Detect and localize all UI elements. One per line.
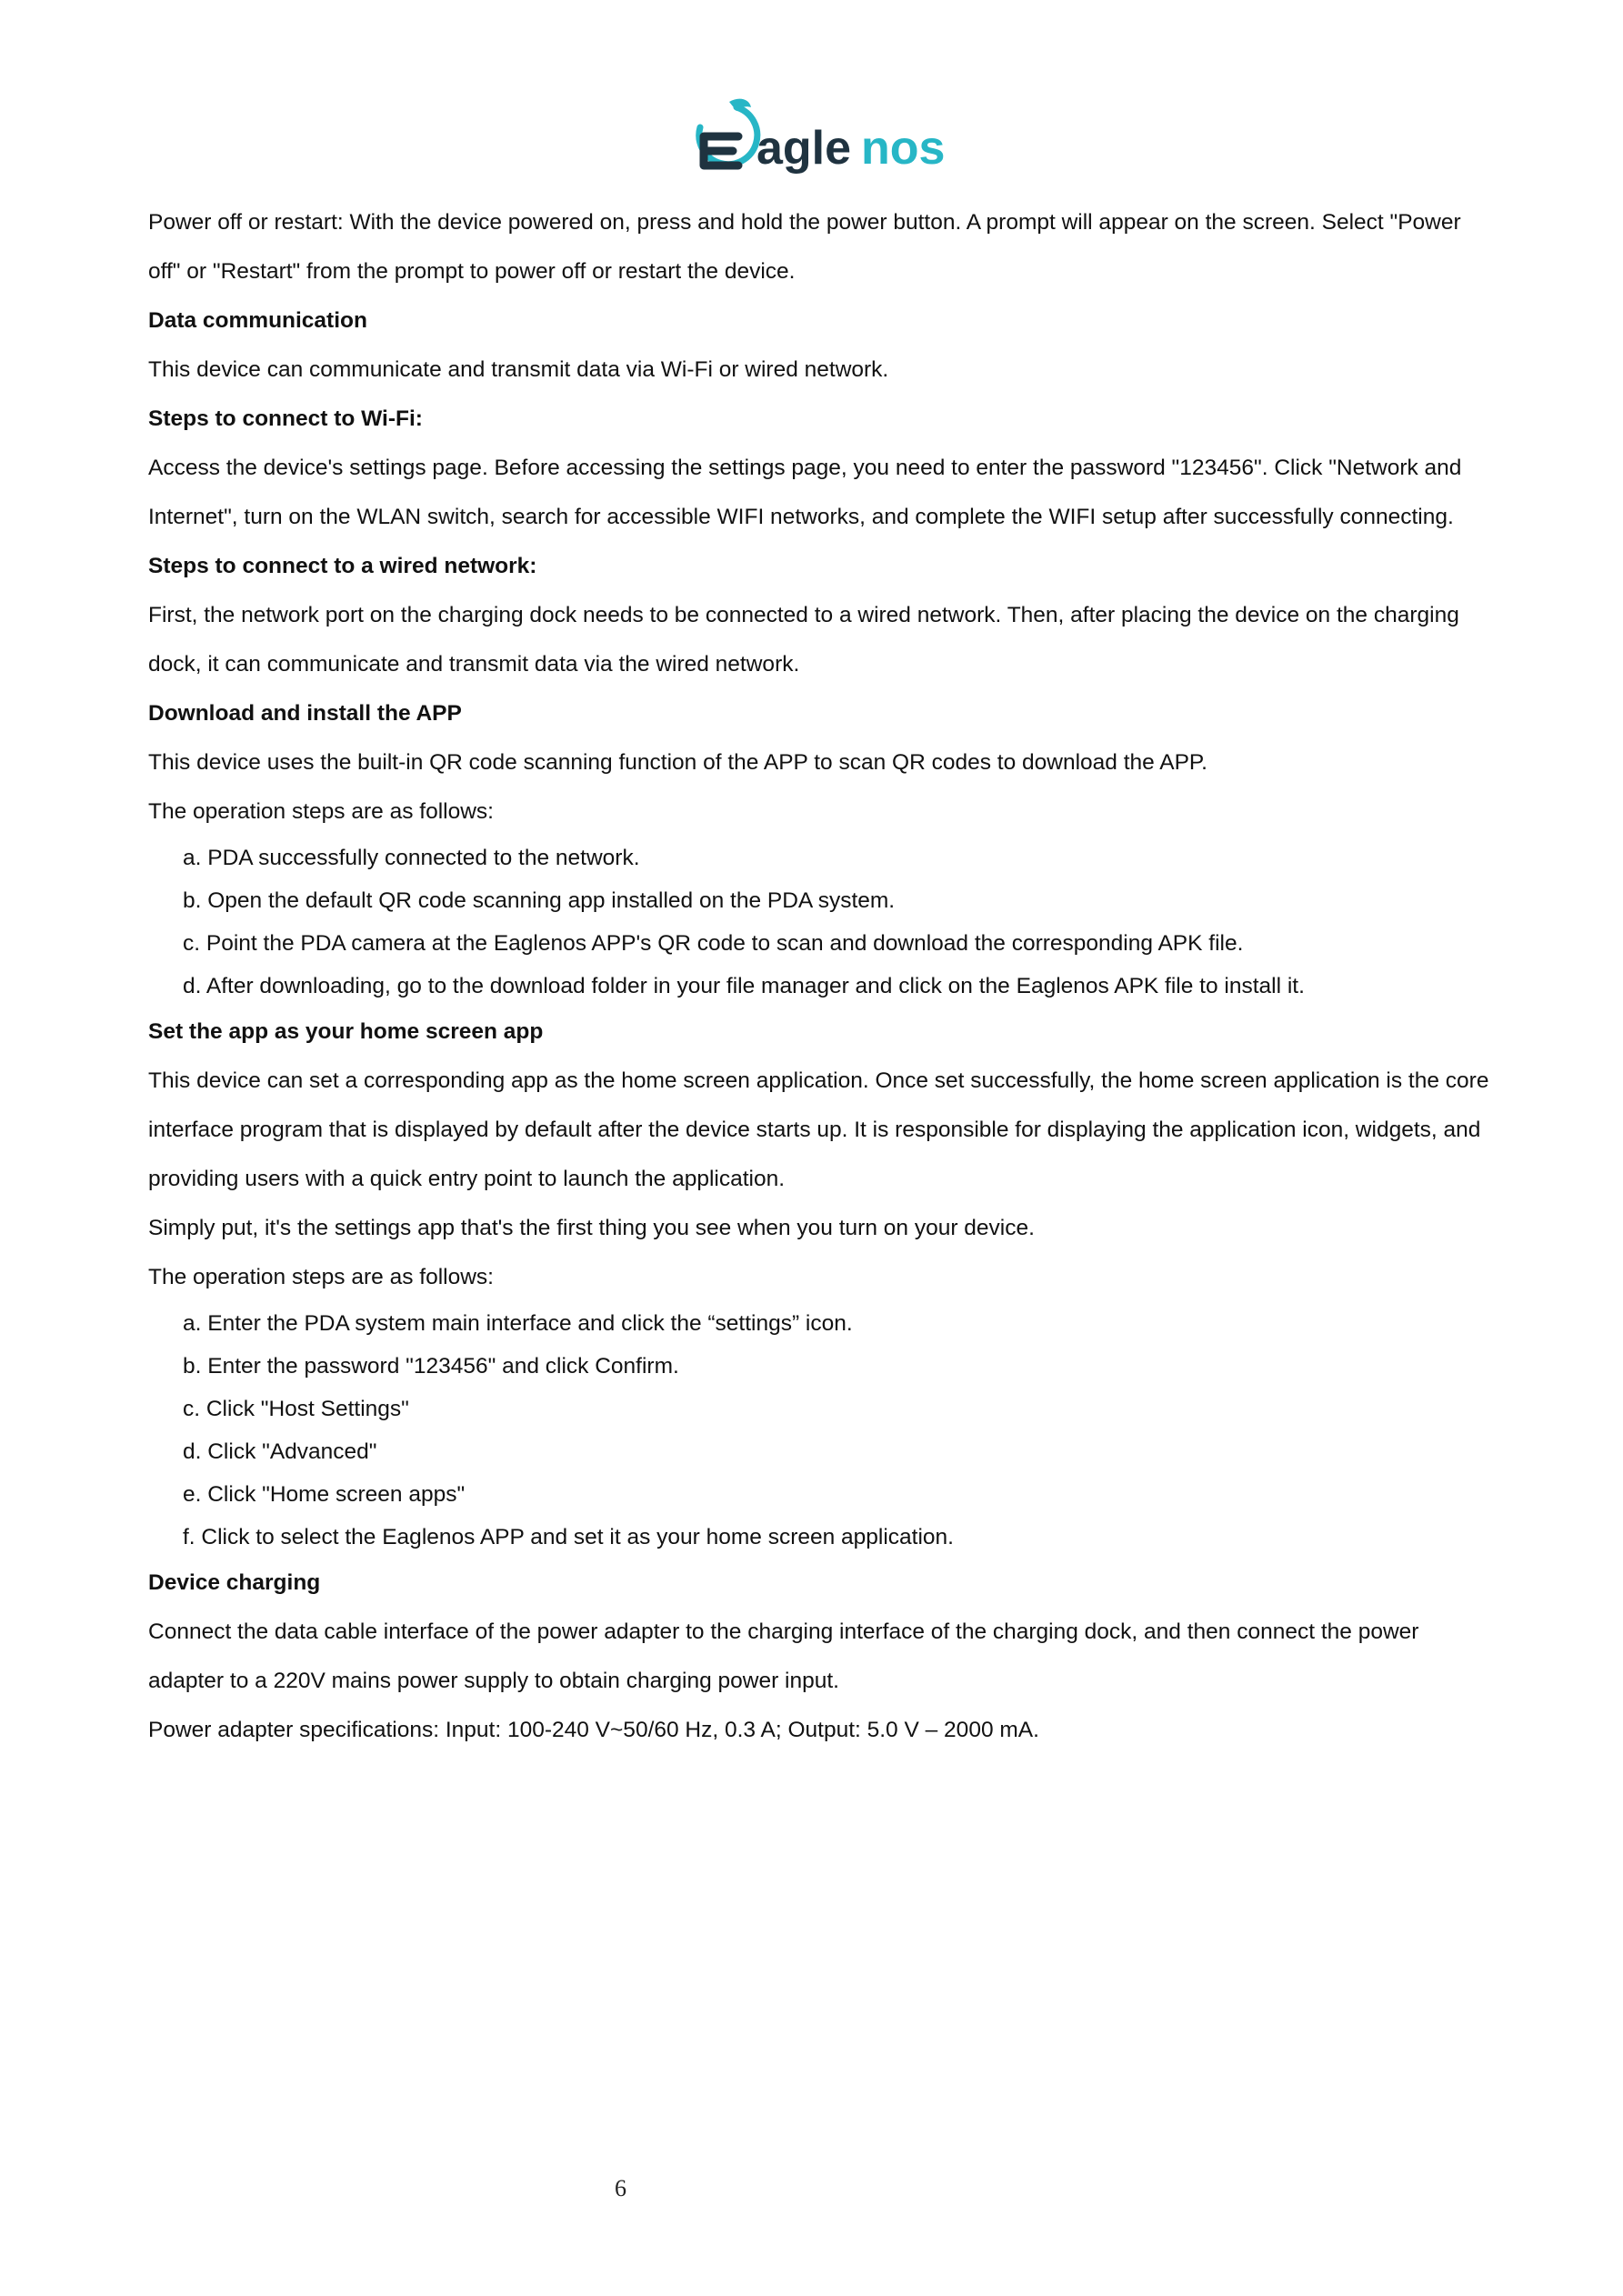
heading-download-app: Download and install the APP (148, 701, 462, 726)
page-number: 6 (615, 2175, 626, 2201)
eaglenos-logo (673, 91, 964, 191)
paragraph-device-charging: Connect the data cable interface of the power adapter to the charging interface of the charging dock, and then connect the power adapter to a 220V mains power supply to obtain charging power input. (148, 1619, 1419, 1693)
eaglenos-logo-mark (673, 91, 964, 191)
paragraph-wifi-steps: Access the device's settings page. Before accessing the settings page, you need to enter the password "123456". Click "Network and Internet", turn on the WLAN switch, search for accessible WIFI networks, and complete the WIFI setup after successfully connecting. (148, 456, 1462, 529)
list-item: d. After downloading, go to the download folder in your file manager and click on the Eaglenos APK file to install it. (183, 974, 1305, 998)
heading-data-communication: Data communication (148, 308, 367, 333)
list-item: b. Open the default QR code scanning app installed on the PDA system. (183, 888, 896, 913)
paragraph-operation-steps: The operation steps are as follows: (148, 1265, 494, 1289)
svg-text:agle: agle (756, 122, 852, 175)
list-item: b. Enter the password "123456" and click Confirm. (183, 1354, 679, 1379)
paragraph-download-app: This device uses the built-in QR code scanning function of the APP to scan QR codes to download the APP. (148, 750, 1207, 775)
paragraph-adapter-spec: Power adapter specifications: Input: 100-240 V~50/60 Hz, 0.3 A; Output: 5.0 V – 2000 mA. (148, 1718, 1039, 1742)
svg-text:nos: nos (861, 122, 946, 175)
paragraph-wired-network: First, the network port on the charging dock needs to be connected to a wired network. Then, after placing the device on the charging dock, it can communicate and transmit data via the wired network. (148, 603, 1459, 677)
list-item: a. Enter the PDA system main interface and click the “settings” icon. (183, 1311, 853, 1336)
heading-wifi-steps: Steps to connect to Wi-Fi: (148, 406, 423, 431)
heading-wired-network: Steps to connect to a wired network: (148, 554, 537, 578)
list-item: f. Click to select the Eaglenos APP and set it as your home screen application. (183, 1525, 954, 1549)
heading-home-screen-app: Set the app as your home screen app (148, 1019, 544, 1044)
list-item: d. Click "Advanced" (183, 1439, 377, 1464)
paragraph-operation-steps: The operation steps are as follows: (148, 799, 494, 824)
list-item: e. Click "Home screen apps" (183, 1482, 466, 1507)
list-item: a. PDA successfully connected to the network. (183, 846, 640, 870)
paragraph-data-communication: This device can communicate and transmit data via Wi-Fi or wired network. (148, 357, 889, 382)
list-item: c. Click "Host Settings" (183, 1397, 409, 1421)
heading-device-charging: Device charging (148, 1570, 321, 1595)
document-body (148, 198, 1494, 1755)
paragraph-home-screen-app: This device can set a corresponding app as the home screen application. Once set successfully, the home screen application is the core interface program that is displayed by default after the device starts up. It is responsible for displaying the application icon, widgets, and providing users with a quick entry point to launch the application. (148, 1068, 1489, 1191)
list-item: c. Point the PDA camera at the Eaglenos APP's QR code to scan and download the corresponding APK file. (183, 931, 1244, 956)
paragraph-simply-put: Simply put, it's the settings app that's the first thing you see when you turn on your device. (148, 1216, 1035, 1240)
paragraph-power-off: Power off or restart: With the device powered on, press and hold the power button. A prompt will appear on the screen. Select "Power off" or "Restart" from the prompt to power off or restart the device. (148, 210, 1461, 284)
